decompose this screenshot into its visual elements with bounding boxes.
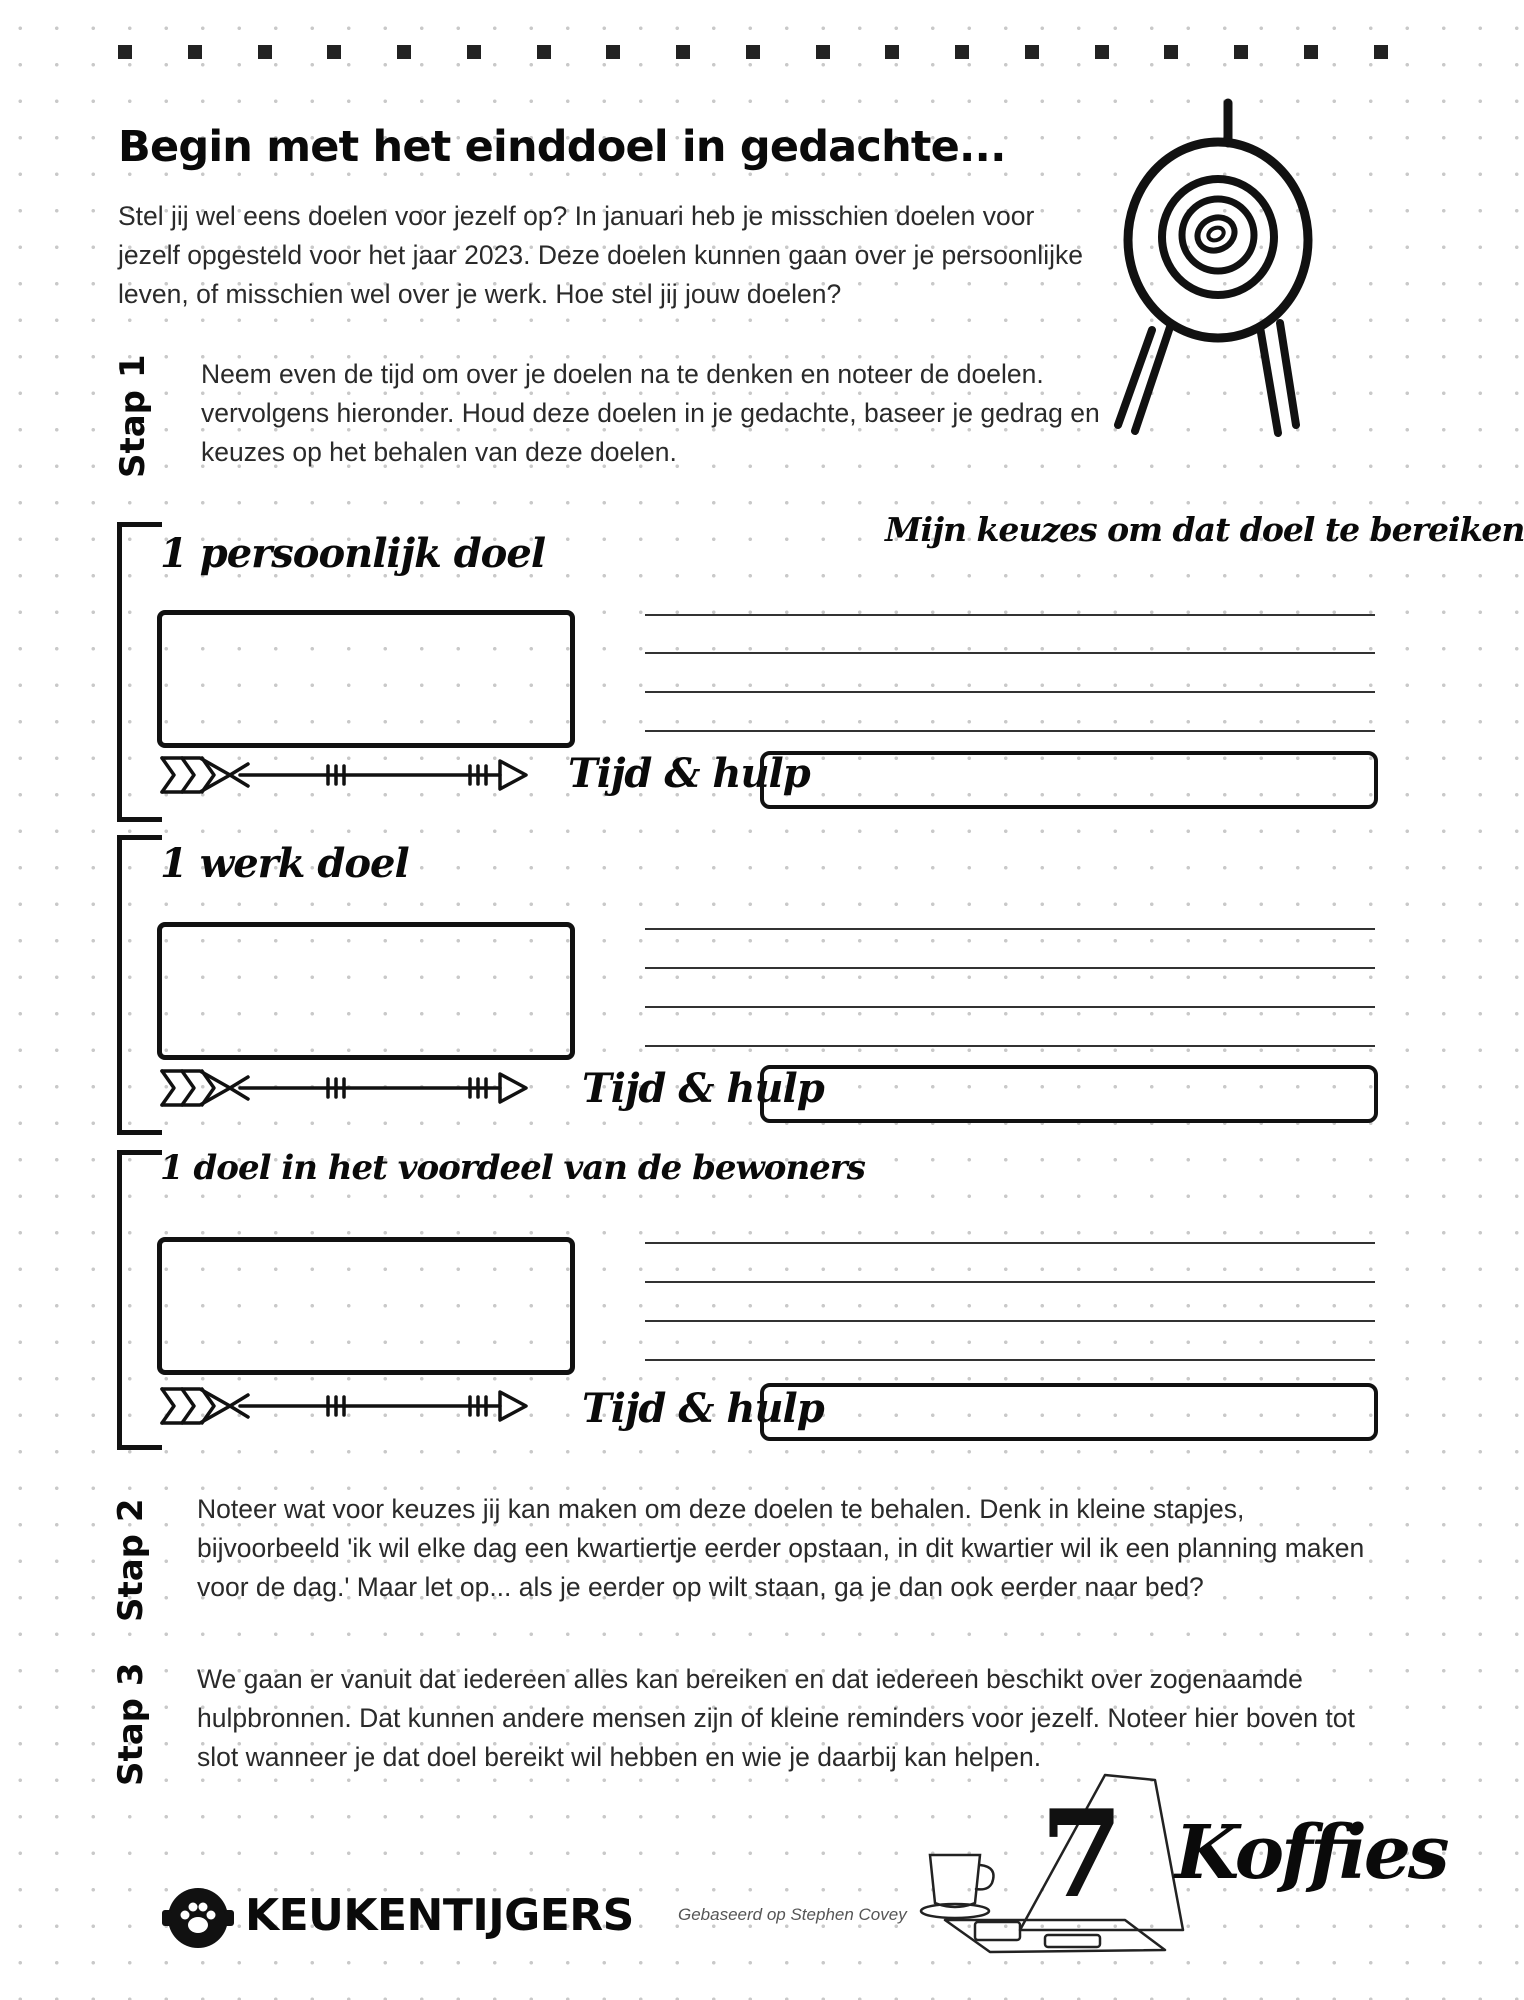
choice-line[interactable] <box>645 1045 1375 1047</box>
step-2-text: Noteer wat voor keuzes jij kan maken om deze doelen te behalen. Denk in kleine stapjes, bijvoorbeeld 'ik wil elke dag een kwartiertje eerder opstaan, in dit kwartier wil ik een planning maken voor de dag.' Maar let op... als je eerder op wilt staan, ga je dan ook eerder naar bed? <box>197 1494 1365 1602</box>
step-2-label: Stap 2 <box>111 1498 151 1622</box>
top-square-border <box>118 45 1388 61</box>
border-square <box>1025 45 1039 59</box>
border-square <box>397 45 411 59</box>
step-3-label: Stap 3 <box>111 1662 151 1786</box>
goal-heading-work: 1 werk doel <box>160 840 409 887</box>
credit-text: Gebaseerd op Stephen Covey <box>678 1905 907 1924</box>
goal-input-box[interactable] <box>157 610 575 748</box>
border-square <box>1095 45 1109 59</box>
help-label: Tijd & hulp <box>582 1065 824 1112</box>
coffee-cup-icon <box>918 1845 1008 1925</box>
border-square <box>258 45 272 59</box>
step-3-text: We gaan er vanuit dat iedereen alles kan bereiken en dat iedereen beschikt over zogenaamde hulpbronnen. Dat kunnen andere mensen zijn of kleine reminders voor jezelf. Noteer hier boven tot slot wanneer je dat doel bereikt wil hebben en wie je daarbij kan helpen. <box>197 1664 1355 1772</box>
border-square <box>955 45 969 59</box>
goal-bracket <box>117 522 162 822</box>
brand-name: KEUKENTIJGERS <box>245 1890 634 1941</box>
help-input-box[interactable] <box>760 1065 1378 1123</box>
arrow-icon <box>160 752 535 798</box>
goal-input-box[interactable] <box>157 922 575 1060</box>
choice-line[interactable] <box>645 1359 1375 1361</box>
border-square <box>188 45 202 59</box>
border-square <box>816 45 830 59</box>
step-1-text: Neem even de tijd om over je doelen na te denken en noteer de doelen. vervolgens hieronder. Houd deze doelen in je gedachte, baseer je gedrag en keuzes op het behalen van deze doelen. <box>201 359 1100 467</box>
border-square <box>327 45 341 59</box>
choice-line[interactable] <box>645 1281 1375 1283</box>
border-square <box>1234 45 1248 59</box>
page-title: Begin met het einddoel in gedachte... <box>118 122 1006 172</box>
goal-input-box[interactable] <box>157 1237 575 1375</box>
choice-line[interactable] <box>645 652 1375 654</box>
goal-heading-residents: 1 doel in het voordeel van de bewoners <box>160 1148 865 1188</box>
help-input-box[interactable] <box>760 1383 1378 1441</box>
choice-line[interactable] <box>645 691 1375 693</box>
border-square <box>1164 45 1178 59</box>
step-1-label: Stap 1 <box>113 354 153 478</box>
border-square <box>746 45 760 59</box>
logo-number: 7 <box>1040 1784 1124 1925</box>
help-label: Tijd & hulp <box>568 750 810 797</box>
goal-bracket <box>117 1150 162 1450</box>
border-square <box>1374 45 1388 59</box>
border-square <box>118 45 132 59</box>
arrow-icon <box>160 1065 535 1111</box>
arrow-icon <box>160 1383 535 1429</box>
border-square <box>676 45 690 59</box>
logo-word: Koffies <box>1175 1810 1447 1896</box>
border-square <box>885 45 899 59</box>
border-square <box>467 45 481 59</box>
choice-line[interactable] <box>645 1320 1375 1322</box>
choice-line[interactable] <box>645 730 1375 732</box>
target-icon <box>1110 95 1310 445</box>
goal-heading-personal: 1 persoonlijk doel <box>160 530 546 577</box>
border-square <box>537 45 551 59</box>
choices-heading: Mijn keuzes om dat doel te bereiken <box>885 510 1524 549</box>
border-square <box>606 45 620 59</box>
choice-line[interactable] <box>645 928 1375 930</box>
intro-text: Stel jij wel eens doelen voor jezelf op? In januari heb je misschien doelen voor jezelf opgesteld voor het jaar 2023. Deze doelen kunnen gaan over je persoonlijke leven, of misschien wel over je werk. Hoe stel jij jouw doelen? <box>118 201 1083 309</box>
help-label: Tijd & hulp <box>582 1385 824 1432</box>
choice-line[interactable] <box>645 967 1375 969</box>
choice-line[interactable] <box>645 614 1375 616</box>
goal-bracket <box>117 835 162 1135</box>
choice-line[interactable] <box>645 1006 1375 1008</box>
help-input-box[interactable] <box>760 751 1378 809</box>
choice-line[interactable] <box>645 1242 1375 1244</box>
paw-icon <box>160 1885 236 1951</box>
border-square <box>1304 45 1318 59</box>
